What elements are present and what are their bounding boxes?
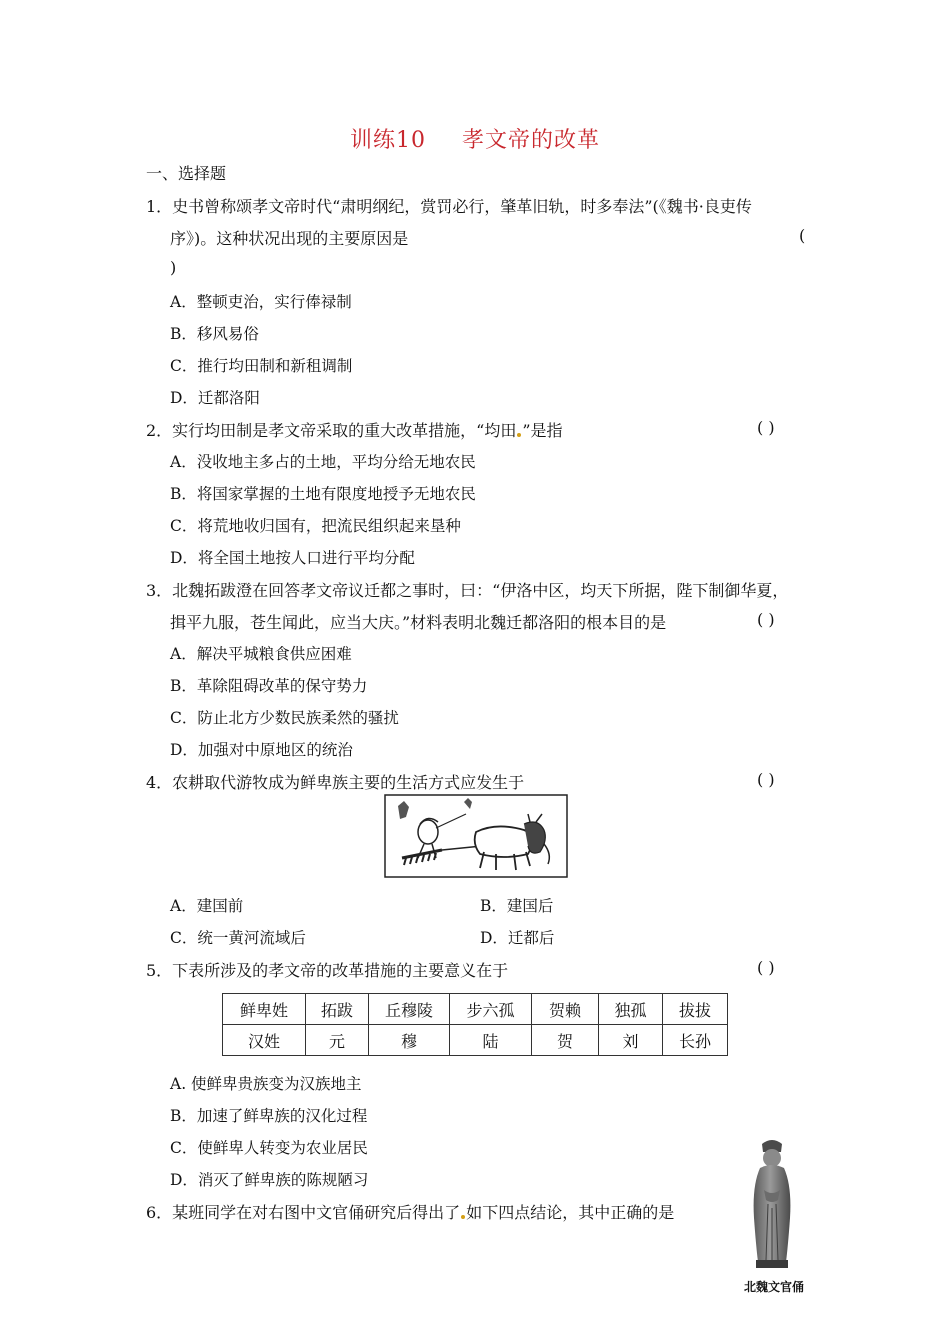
- figure-caption: 北魏文官俑: [744, 1280, 805, 1294]
- q1-option-d: D．迁都洛阳: [170, 389, 260, 407]
- q4-answer-paren: ( ): [757, 770, 775, 789]
- q3-answer-paren: ( ): [757, 610, 775, 629]
- q3-option-d: D．加强对中原地区的统治: [170, 741, 353, 759]
- q5-option-a: A. 使鲜卑贵族变为汉族地主: [170, 1075, 362, 1093]
- table-cell: 丘穆陵: [369, 994, 450, 1025]
- title-name: 孝文帝的改革: [461, 128, 600, 153]
- table-cell: 元: [306, 1025, 369, 1056]
- table-cell: 贺赖: [532, 994, 599, 1025]
- q2-option-b: B．将国家掌握的土地有限度地授予无地农民: [170, 485, 476, 503]
- q6-stem: [146, 1200, 674, 1223]
- q5-option-d: D．消灭了鲜卑族的陈规陋习: [170, 1171, 369, 1189]
- q4-stem: 4．农耕取代游牧成为鲜卑族主要的生活方式应发生于: [146, 773, 525, 792]
- title-number: 训练10: [349, 128, 426, 153]
- q1-option-b: B．移风易俗: [170, 325, 259, 343]
- q5-stem: 5．下表所涉及的孝文帝的改革措施的主要意义在于: [146, 961, 509, 980]
- dot-mark: [461, 1215, 465, 1219]
- q2-answer-paren: ( ): [757, 418, 775, 437]
- table-cell: 鲜卑姓: [223, 994, 306, 1025]
- q5-option-c: C．使鲜卑人转变为农业居民: [170, 1139, 368, 1157]
- q4-option-c: C．统一黄河流域后: [170, 929, 306, 947]
- table-cell: 步六孤: [450, 994, 532, 1025]
- q1-option-c: C．推行均田制和新租调制: [170, 357, 353, 375]
- surname-table: [222, 993, 728, 1056]
- section-heading: 一、选择题: [146, 164, 227, 183]
- q2-stem-part2: ”是指: [522, 421, 563, 440]
- q1-line2: 序》)。这种状况出现的主要原因是: [170, 229, 409, 248]
- table-cell: 独孤: [599, 994, 663, 1025]
- q3-line1: 3．北魏拓跋澄在回答孝文帝议迁都之事时，曰：“伊洛中区，均天下所据，陛下制御华夏，: [146, 581, 789, 600]
- table-cell: 刘: [599, 1025, 663, 1056]
- q3-option-b: B．革除阻碍改革的保守势力: [170, 677, 368, 695]
- q1-paren-open: (: [799, 226, 806, 245]
- dot-mark: [517, 433, 521, 437]
- table-cell: 穆: [369, 1025, 450, 1056]
- q5-option-b: B．加速了鲜卑族的汉化过程: [170, 1107, 368, 1125]
- q2-stem-part1: 2．实行均田制是孝文帝采取的重大改革措施，“均田: [146, 421, 517, 440]
- ploughing-illustration: [384, 794, 568, 878]
- q2-option-a: A．没收地主多占的土地，平均分给无地农民: [170, 453, 476, 471]
- q6-stem-part1: 6．某班同学在对右图中文官俑研究后得出了: [146, 1203, 461, 1222]
- q6-stem-part2: 如下四点结论，其中正确的是: [466, 1203, 675, 1222]
- table-cell: 长孙: [663, 1025, 728, 1056]
- table-cell: 汉姓: [223, 1025, 306, 1056]
- q1-paren-close: ): [170, 258, 177, 277]
- table-cell: 拔拔: [663, 994, 728, 1025]
- q3-option-a: A．解决平城粮食供应困难: [170, 645, 352, 663]
- q4-option-b: B．建国后: [480, 897, 554, 915]
- table-row: [223, 1025, 728, 1056]
- table-cell: 贺: [532, 1025, 599, 1056]
- q1-option-a: A．整顿吏治，实行俸禄制: [170, 293, 352, 311]
- q2-option-d: D．将全国土地按人口进行平均分配: [170, 549, 415, 567]
- q1-line1: 1．史书曾称颂孝文帝时代“肃明纲纪，赏罚必行，肇革旧轨，时多奉法”(《魏书·良吏传: [146, 197, 752, 216]
- q3-option-c: C．防止北方少数民族柔然的骚扰: [170, 709, 399, 727]
- table-cell: 拓跋: [306, 994, 369, 1025]
- table-row: [223, 994, 728, 1025]
- q3-line2: 揖平九服，苍生闻此，应当大庆。”材料表明北魏迁都洛阳的根本目的是: [170, 613, 667, 632]
- civil-official-figurine-image: [742, 1138, 802, 1274]
- page-title: [0, 123, 950, 154]
- q4-option-d: D．迁都后: [480, 929, 555, 947]
- q5-answer-paren: ( ): [757, 958, 775, 977]
- q2-option-c: C．将荒地收归国有，把流民组织起来垦种: [170, 517, 461, 535]
- q2-stem: [146, 418, 563, 441]
- q4-option-a: A．建国前: [170, 897, 244, 915]
- table-cell: 陆: [450, 1025, 532, 1056]
